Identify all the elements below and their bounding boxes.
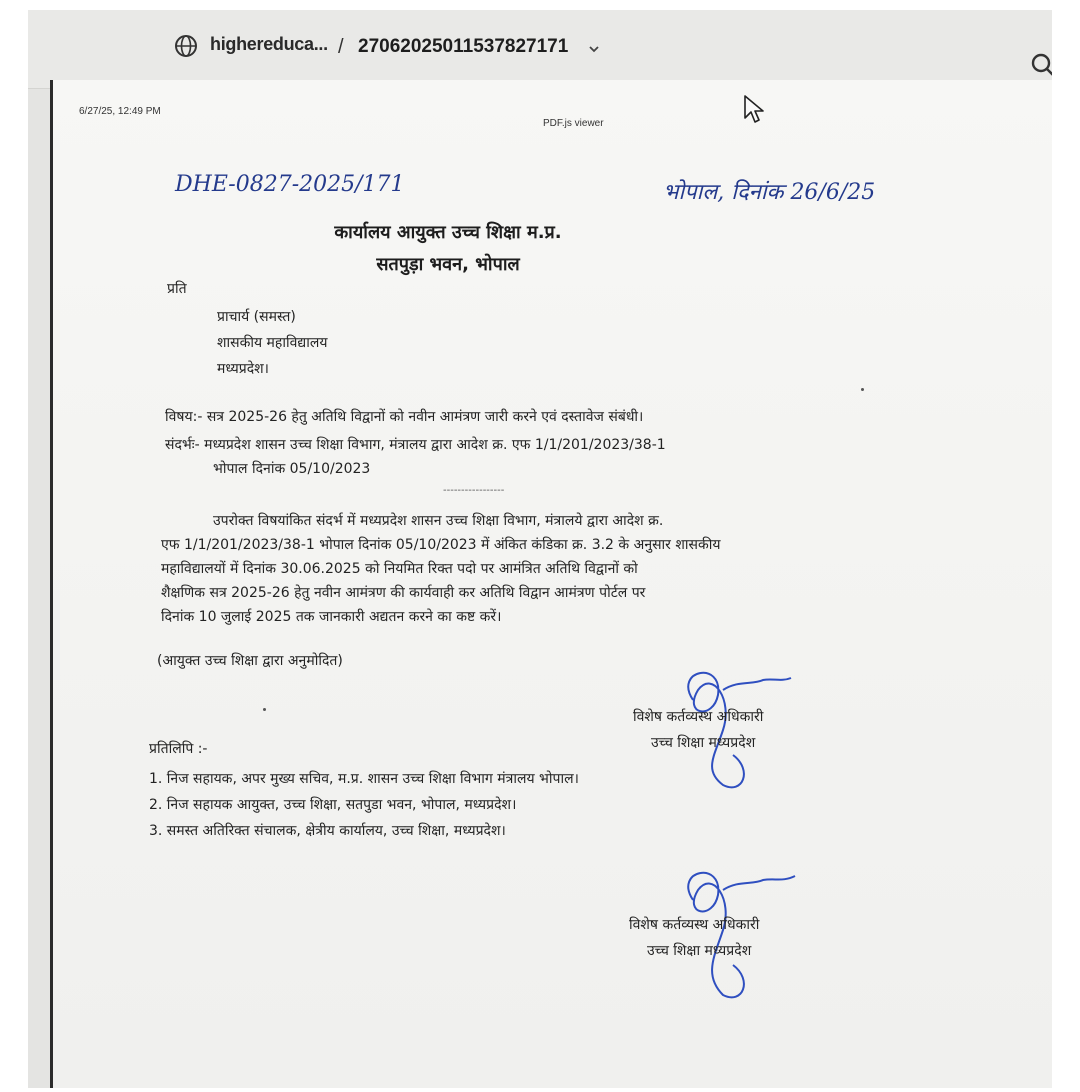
chevron-down-icon[interactable] [588,44,600,54]
body-line: उपरोक्त विषयांकित संदर्भ में मध्यप्रदेश शासन उच्च शिक्षा विभाग, मंत्रालये द्वारा आदेश क्र. [213,513,664,529]
recipient-line: शासकीय महाविद्यालय [217,335,328,351]
handwritten-place-date: भोपाल, दिनांक 26/6/25 [663,180,876,205]
photo-frame [28,10,1052,1088]
path-separator: / [338,36,344,58]
browser-toolbar [28,10,1052,89]
signatory-dept: उच्च शिक्षा मध्यप्रदेश [647,943,752,959]
separator-line: ----------------- [443,485,505,496]
signatory-title: विशेष कर्तव्यस्थ अधिकारी [629,917,760,933]
copy-item: 3. समस्त अतिरिक्त संचालक, क्षेत्रीय कार्यालय, उच्च शिक्षा, मध्यप्रदेश। [149,823,506,839]
document-id[interactable]: 27062025011537827171 [358,36,569,57]
handwritten-reference: DHE-0827-2025/171 [175,172,405,197]
speck [861,388,864,391]
signatory-title: विशेष कर्तव्यस्थ अधिकारी [633,709,764,725]
site-label[interactable]: highereduca... [210,34,328,54]
copy-label: प्रतिलिपि :- [149,741,208,757]
body-line: महाविद्यालयों में दिनांक 30.06.2025 को नियमित रिक्त पदो पर आमंत्रित अतिथि विद्वानों को [161,561,638,577]
office-address: सतपुड़ा भवन, भोपाल [376,254,520,275]
approval-note: (आयुक्त उच्च शिक्षा द्वारा अनुमोदित) [157,653,343,669]
signature-mark [663,660,813,800]
signatory-dept: उच्च शिक्षा मध्यप्रदेश [651,735,756,751]
print-timestamp: 6/27/25, 12:49 PM [79,106,161,117]
recipient-line: प्राचार्य (समस्त) [217,309,296,325]
body-line: दिनांक 10 जुलाई 2025 तक जानकारी अद्यतन करने का कष्ट करें। [161,609,502,625]
signature-mark [663,860,813,1010]
viewer-title: PDF.js viewer [543,118,604,129]
copy-item: 2. निज सहायक आयुक्त, उच्च शिक्षा, सतपुडा भवन, भोपाल, मध्यप्रदेश। [149,797,517,813]
subject-line: विषय:- सत्र 2025-26 हेतु अतिथि विद्वानों को नवीन आमंत्रण जारी करने एवं दस्तावेज संबंधी। [165,409,644,425]
recipient-line: मध्यप्रदेश। [217,361,269,377]
body-line: शैक्षणिक सत्र 2025-26 हेतु नवीन आमंत्रण की कार्यवाही कर अतिथि विद्वान आमंत्रण पोर्टल पर [161,585,646,601]
speck [263,708,266,711]
reference-line: भोपाल दिनांक 05/10/2023 [213,461,371,477]
to-label: प्रति [167,281,187,297]
office-title: कार्यालय आयुक्त उच्च शिक्षा म.प्र. [334,222,562,243]
document-page [50,80,1052,1088]
body-line: एफ 1/1/201/2023/38-1 भोपाल दिनांक 05/10/2023 में अंकित कंडिका क्र. 3.2 के अनुसार शासकीय [161,537,721,553]
copy-item: 1. निज सहायक, अपर मुख्य सचिव, म.प्र. शासन उच्च शिक्षा विभाग मंत्रालय भोपाल। [149,771,579,787]
globe-icon[interactable] [174,34,198,58]
search-icon[interactable] [1030,52,1052,78]
mouse-cursor-icon [743,94,765,124]
reference-line: संदर्भः- मध्यप्रदेश शासन उच्च शिक्षा विभाग, मंत्रालय द्वारा आदेश क्र. एफ 1/1/201/2023/38-1 [165,437,666,453]
